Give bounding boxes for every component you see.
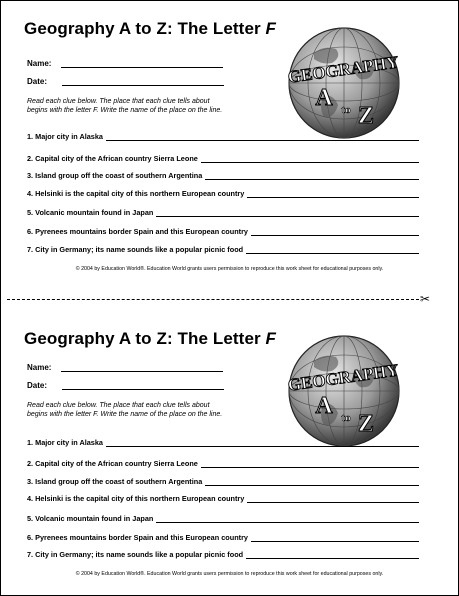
title-letter: F <box>265 329 277 348</box>
worksheet-top <box>1 1 458 286</box>
question-row <box>27 494 419 503</box>
question-row <box>27 477 419 486</box>
scissors-icon: ✂ <box>420 292 431 306</box>
date-label: Date: <box>27 381 48 390</box>
question-text: 5. Volcanic mountain found in Japan <box>27 514 154 523</box>
question-row <box>27 208 419 217</box>
answer-line[interactable] <box>106 133 419 141</box>
question-text: 2. Capital city of the African country Sierra Leone <box>27 459 198 468</box>
question-row <box>27 132 419 141</box>
title-text: Geography A to Z: The Letter <box>24 329 266 348</box>
question-text: 5. Volcanic mountain found in Japan <box>27 208 154 217</box>
date-field[interactable] <box>27 77 224 86</box>
name-label: Name: <box>27 59 52 68</box>
name-line[interactable] <box>61 363 223 372</box>
date-field[interactable] <box>27 381 224 390</box>
logo-letter-a: A <box>315 393 333 419</box>
title-text: Geography A to Z: The Letter <box>24 19 266 38</box>
worksheet-bottom <box>1 311 458 596</box>
date-label: Date: <box>27 77 48 86</box>
question-text: 3. Island group off the coast of southern Argentina <box>27 171 203 180</box>
question-row <box>27 245 419 254</box>
name-field[interactable] <box>27 363 223 372</box>
worksheet-title <box>24 19 276 39</box>
question-text: 2. Capital city of the African country Sierra Leone <box>27 154 198 163</box>
cut-line <box>7 299 419 300</box>
question-row <box>27 550 419 559</box>
logo-geography-text: GEOGRAPHY <box>286 52 400 87</box>
question-row <box>27 533 419 542</box>
question-text: 4. Helsinki is the capital city of this northern European country <box>27 189 245 198</box>
copyright-notice: © 2004 by Education World®. Education World grants users permission to reproduce this work sheet for educational purposes only. <box>75 571 384 577</box>
question-text: 7. City in Germany; its name sounds like a popular picnic food <box>27 245 244 254</box>
date-line[interactable] <box>62 77 224 86</box>
worksheet-title <box>24 329 276 349</box>
answer-line[interactable] <box>246 246 419 254</box>
question-row <box>27 459 419 468</box>
date-line[interactable] <box>62 381 224 390</box>
logo-geography-text: GEOGRAPHY <box>286 360 400 395</box>
name-field[interactable] <box>27 59 223 68</box>
question-row <box>27 154 419 163</box>
name-label: Name: <box>27 363 52 372</box>
logo-letter-z: Z <box>357 411 375 437</box>
logo-letter-a: A <box>315 85 333 111</box>
geography-globe-logo <box>284 23 404 143</box>
answer-line[interactable] <box>201 155 419 163</box>
question-row <box>27 514 419 523</box>
logo-to: to <box>341 104 351 116</box>
question-text: 1. Major city in Alaska <box>27 438 103 447</box>
instructions: Read each clue below. The place that each clue tells about begins with the letter F. Write the name of the place on the line. <box>27 98 223 114</box>
instructions: Read each clue below. The place that each clue tells about begins with the letter F. Write the name of the place on the line. <box>27 402 223 418</box>
answer-line[interactable] <box>246 551 419 559</box>
geography-globe-logo <box>284 331 404 451</box>
logo-letter-z: Z <box>357 103 375 129</box>
answer-line[interactable] <box>156 515 419 523</box>
copyright-notice: © 2004 by Education World®. Education World grants users permission to reproduce this work sheet for educational purposes only. <box>75 266 384 272</box>
question-row <box>27 438 419 447</box>
answer-line[interactable] <box>251 228 419 236</box>
question-text: 3. Island group off the coast of southern Argentina <box>27 477 203 486</box>
answer-line[interactable] <box>251 534 419 542</box>
answer-line[interactable] <box>205 172 419 180</box>
question-row <box>27 189 419 198</box>
question-text: 4. Helsinki is the capital city of this northern European country <box>27 494 245 503</box>
name-line[interactable] <box>61 59 223 68</box>
answer-line[interactable] <box>205 478 419 486</box>
question-row <box>27 227 419 236</box>
question-row <box>27 171 419 180</box>
answer-line[interactable] <box>106 439 419 447</box>
question-text: 1. Major city in Alaska <box>27 132 103 141</box>
title-letter: F <box>265 19 277 38</box>
answer-line[interactable] <box>201 460 419 468</box>
question-text: 6. Pyrenees mountains border Spain and this European country <box>27 533 248 542</box>
question-text: 7. City in Germany; its name sounds like a popular picnic food <box>27 550 244 559</box>
question-text: 6. Pyrenees mountains border Spain and this European country <box>27 227 248 236</box>
answer-line[interactable] <box>156 209 419 217</box>
logo-to: to <box>341 412 351 424</box>
answer-line[interactable] <box>247 495 419 503</box>
answer-line[interactable] <box>247 190 419 198</box>
